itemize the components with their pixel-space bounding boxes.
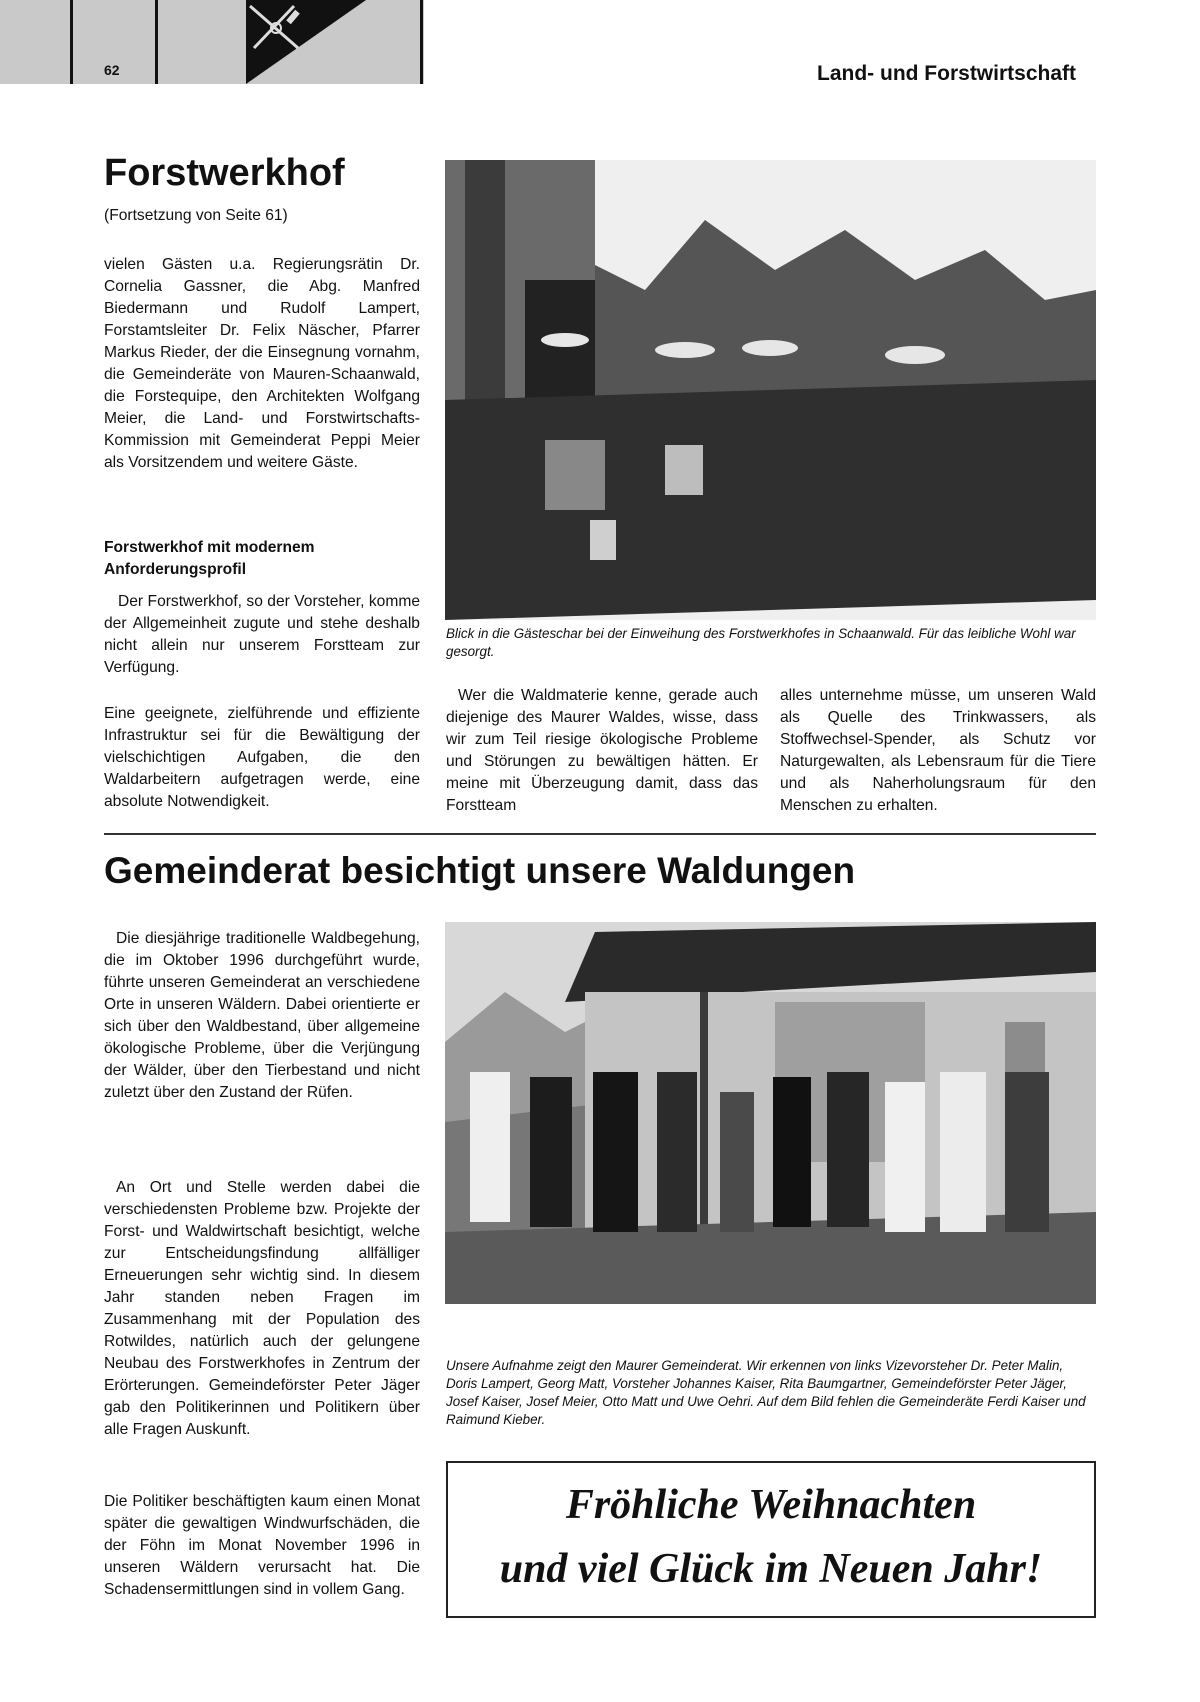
article-paragraph: [104, 591, 420, 679]
photo-guests-inauguration: [445, 160, 1096, 620]
article-title: Gemeinderat besichtigt unsere Waldungen: [104, 850, 856, 891]
photo-municipal-council: [445, 922, 1096, 1304]
header-rule: [70, 0, 73, 84]
photo-caption: Unsere Aufnahme zeigt den Maurer Gemeinderat. Wir erkennen von links Vizevorsteher Dr. Peter Malin, Doris Lampert, Georg Matt, Vorsteher Johannes Kaiser, Rita Baumgartner, Gemeindeförster Peter Jäger, Josef Kaiser, Josef Meier, Otto Matt und Uwe Oehri. Auf dem Bild fehlen die Gemeinderäte Ferdi Kaiser und Raimund Kieber.: [446, 1358, 1086, 1427]
paragraph-text: alles unternehme müsse, um unseren Wald als Quelle des Trinkwassers, als Stoffwechsel-Spender, als Schutz vor Naturgewalten, als Lebensraum für die Tiere und als Naherholungsraum für den Menschen zu erhalten.: [780, 687, 1096, 814]
paragraph-text: Wer die Waldmaterie kenne, gerade auch diejenige des Maurer Waldes, wisse, dass wir zum Teil riesige ökologische Probleme und Störungen zu bewältigen hätten. Er meine mit Überzeugung damit, dass das Forstteam: [446, 687, 758, 814]
article-title: Forstwerkhof: [104, 152, 345, 194]
paragraph-text: Der Forstwerkhof, so der Vorsteher, komme der Allgemeinheit zugute und stehe deshalb nicht allein nur unserem Forstteam zur Verfügung.: [104, 593, 420, 676]
article-paragraph: [104, 703, 420, 813]
section-divider: [104, 833, 1096, 835]
article-paragraph: [104, 1491, 420, 1601]
crossed-tools-emblem-icon: [246, 0, 422, 84]
article-column: [780, 685, 1096, 817]
paragraph-text: Die diesjährige traditionelle Waldbegehung, die im Oktober 1996 durchgeführt wurde, führte unseren Gemeinderat an verschiedene Orte in unseren Wäldern. Dabei orientierte er sich über den Waldbestand, über allgemeine ökologische Probleme, über die Verjüngung der Wälder, über den Tierbestand und nicht zuletzt über den Zustand der Rüfen.: [104, 930, 420, 1101]
greeting-line-2: und viel Glück im Neuen Jahr!: [499, 1546, 1043, 1592]
article-paragraph: [104, 928, 420, 1104]
greeting-line-1: Fröhliche Weihnachten: [565, 1482, 977, 1528]
photo-caption: Blick in die Gästeschar bei der Einweihung des Forstwerkhofes in Schaanwald. Für das leibliche Wohl war gesorgt.: [446, 626, 1076, 659]
continuation-note: (Fortsetzung von Seite 61): [104, 207, 288, 224]
paragraph-text: Die Politiker beschäftigten kaum einen Monat später die gewaltigen Windwurfschäden, die der Föhn im Monat November 1996 in unseren Wäldern verursacht hat. Die Schadensermittlungen sind in vollem Gang.: [104, 1493, 420, 1598]
page-number: 62: [104, 62, 120, 78]
paragraph-text: An Ort und Stelle werden dabei die verschiedensten Probleme bzw. Projekte der Forst- und Waldwirtschaft besichtigt, welche zur Entscheidungsfindung allfälliger Erneuerungen sehr wichtig sind. In diesem Jahr standen neben Fragen im Zusammenhang mit der Population des Rotwildes, natürlich auch der gelungene Neubau des Forstwerkhofes in Zentrum der Erörterungen. Gemeindeförster Peter Jäger gab den Politikerinnen und Politikern über alle Fragen Auskunft.: [104, 1179, 420, 1438]
section-title: Land- und Forstwirtschaft: [817, 62, 1076, 85]
paragraph-text: Eine geeignete, zielführende und effiziente Infrastruktur sei für die Bewältigung der vielschichtigen Aufgaben, die den Waldarbeitern aufgetragen werde, eine absolute Notwendigkeit.: [104, 705, 420, 810]
article-paragraph: [104, 1177, 420, 1441]
paragraph-text: vielen Gästen u.a. Regierungsrätin Dr. Cornelia Gassner, die Abg. Manfred Biedermann und Rudolf Lampert, Forstamtsleiter Dr. Felix Näscher, Pfarrer Markus Rieder, der die Einsegnung vornahm, die Gemeinderäte von Mauren-Schaanwald, die Forstequipe, den Architekten Wolfgang Meier, die Land- und Forstwirtschafts-Kommission mit Gemeinderat Peppi Meier als Vorsitzendem und weitere Gäste.: [104, 256, 420, 471]
greeting-box: [446, 1461, 1096, 1618]
subheading: Forstwerkhof mit modernem Anforderungsprofil: [104, 539, 315, 578]
article-paragraph: [104, 254, 420, 474]
header-rule: [155, 0, 158, 84]
article-column: [446, 685, 758, 817]
